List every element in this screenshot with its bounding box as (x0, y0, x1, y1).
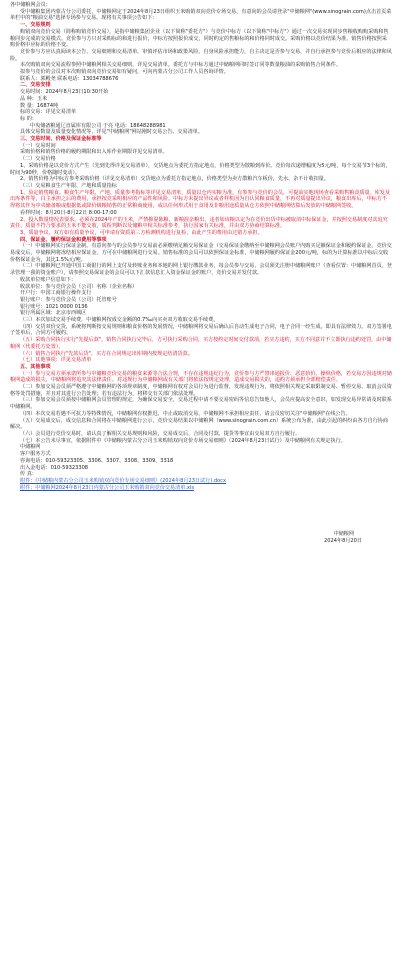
section-4-title: 四、保证金、履约保证金和费用等事项 (20, 236, 107, 243)
other-item-1: （一）参与交易方须承诺所参与中储粮竞价交易的粮食来源等合法合规，不存在违规违纪行为，竞价参与方严禁串通报价、恶意抬价、操纵价格，若交易方因违规对储粮网造成的损失，中储粮网将追究其法律责任。对违规行为中储粮网或有关部门将依法按规定处理，造成交易损失的，违约方须承担全部赔偿责任。 (10, 370, 392, 384)
sub-trade-time: （一）交易时间 (20, 142, 56, 149)
contact-fund-phone: 出入金电话：010-59323308 (20, 464, 89, 471)
other-item-7: （七）本公告未尽事宜，依据附件中《中储粮内蒙古分公司玉米购销双向竞价专场交易细则》（2024年8月23日试行）及中储粮网有关规定执行。 (20, 437, 346, 444)
rules-paragraph-1: 购销双向竞价交易（简称购销竞价交易），是指中储粮集团企业（以下简称"委托方"）与竞价中标方（以下简称"中标方"）通过一次交易实现同步售粮收购购采购和售粮同步完成的交易模式。竞价参与方只对采购标的和进行报价，中标方按照报价成交，同时约定的售粮标的和价格同时成交。采购价格以竞价结果为准，销售价格按照采购价格中应标的价格不变。 (10, 28, 389, 49)
deposit-item-6: （六）销售合同执行"先款后货"。买方在合同规定出库期内按规定结清货款。 (20, 350, 193, 357)
other-item-3: （三）参加交易会员须按中储粮网会员管理的规定，为确保交易安全，交易过程中请不要交易密码等信息告知他人，会员应提高安全意识，如发现交易异常请及时联系中储粮网。 (10, 397, 392, 411)
rules-contact: 联系人：郭殿尧 联系电话：13034788676 (20, 75, 119, 82)
trade-lots: 标的交易：详见交易清单 (20, 109, 77, 116)
deposit-item-7: （七）其他事项：详见交易清单 (20, 357, 92, 364)
quality-item-3: 3、质量争议，双方如有质量争议，可申请有资质第三方检测机构进行复检，由此产生的费用由过错方承担。 (20, 229, 263, 236)
sub-quality: （三）交易粮食生产年限、产地和质量指标 (20, 182, 117, 189)
rules-paragraph-4: 拟参与竞价的会员对本次购销双向竞价交易如有疑问，可向内蒙古分公司工作人员咨询详情。 (20, 69, 229, 76)
section-5-title: 五、其他事项 (20, 363, 51, 370)
trade-basis: 具体交易数量及质量变化情况等，详见"中储粮网"网站刚时交易公告、交易清单。 (20, 129, 203, 136)
trade-seller-label: 标 的： (20, 115, 37, 122)
contact-org: 中储粮网 (20, 444, 41, 451)
signature-date: 2024年8月20日 (324, 538, 362, 545)
trade-time: 交易时间：2024年8月23日10:30开始 (20, 89, 109, 96)
section-2-title: 二、交易安排 (20, 82, 51, 89)
bank-account-holder: 银行账户：参与竞价会员（公司）托管账号 (20, 296, 117, 303)
rules-paragraph-3: 本次购销双向交易流程参照中储粮网相关交易细则，详见交易清单。委托方与中标方通过中储粮网同时签订同等数量粮油的采购销售合同条件。 (20, 62, 341, 69)
other-item-4: （四）本次交易若遇不可抗力等特殊情况，中储粮网有权推迟、中止或取消交易，中储粮网不承担相应责任，请会员密切关注"中储粮网"在线公告。 (20, 410, 351, 417)
bank-account-name: 收款单位：参与竞价会员（公司）名称（企业名称） (20, 283, 138, 290)
section-1-title: 一、交易规则 (20, 22, 51, 29)
contact-fax: 传 真： (20, 471, 37, 478)
sub-trade-time-text: 采购价格和销售价格的履约期限和出入库作业期限详见交易清单。 (20, 149, 168, 156)
deposit-item-1: （一）中储粮网实行保证金制。有意向参与的会员参与交易前必须缴纳足额交易保证金（交易保证金缴纳至中储粮网会员账户内购买足额保证金和履约保证金。竞价交易成交后，中储粮网将冻结相应保证金。方可在中储粮网进行交易。销售标准的会员可以依照保证金标准，中储粮网履约保证金200元/吨，标的为计算标准以中标后交收价格保证金为，其比1.5%元/吨。 (10, 243, 392, 263)
bank-account-number: 银行账号：1021 0000 0136 (20, 303, 88, 310)
rules-paragraph-2: 竞价参与方应认真阅读本公告、交易细则和交易清单，审慎评估市场和政策风险，自身风险承担能力，自主决定是否参与交易，并自行承担参与竞价后相应的法律和风险。 (10, 48, 392, 62)
other-item-6: （六）会员进行竞价交易时，请认真了解相关交易规则和风险，交易成交后，合同及付款、提货等事宜由交易双方自行履行。 (20, 431, 301, 437)
quality-item-1: 1、验定销售粮食。粮食生产年限、产地、质量参考指标等详见交易清单，质量以仓内实粮为准。有参参与竞价的会员，可提前实地现场查看采购售粮食质量。库发及出库条件等，白主承担之后的费用，承担按竞采明相应的产品性和风险。中标方未提出异议或者样机因为自认同粮食质量，不再对质量提出异议，粮食出库后，中标方不得将其作为中央储备粮或根据低或降价级粮销售的正常粮商使用，或以任何形式用于食用及非粮用途质量从仓方依照中储粮网结算后发放的中储粮网签收。 (10, 189, 390, 210)
inspection-time: 看样时间：8月20日-8月22日 8:00-17:00 (20, 209, 117, 216)
attachment-link-rules[interactable]: 附件：《中储粮内蒙古分公司玉米购销双向竞价专场交易细则》(2024年8月23日试行).docx (20, 477, 226, 484)
intro-paragraph: 受中储粮集团内蒙古分公司委托，中储粮网定于2024年8月23日组织玉米购销双向竞价专场交易，有意向的会员请登录"中储粮网"(www.sinograin.com)点击首页菜单栏中的"粮油交易"选择专场参与交易。现将有关事项公告如下： (10, 8, 392, 22)
price-item-1: 1、采购价格是以竞价方式产生（先到先得详见交易清单），交货地点为委托方指定地点，价格类型为散粮到库价。竞价每次递增幅度为5元/吨，每个交易节3个标的，时间为90秒，价格随时变动）。 (10, 162, 391, 176)
bank-region: 银行所属区域：北京市西城区 (20, 310, 87, 317)
trade-variety: 品 种：玉米 (20, 95, 48, 102)
sub-trade-price: （二）交易价格 (20, 156, 56, 163)
greeting: 各中储粮网会员： (10, 2, 51, 8)
contact-title: 客户服务方式 (20, 451, 51, 458)
trade-quantity: 数 量：16874吨 (20, 102, 59, 109)
deposit-item-3: （三）本次加试交易手续费，中储粮网按成交金额的0.7‰向买卖双方收取交易手续费。 (20, 317, 219, 324)
deposit-item-5: （五）采购合同执行实行"先提后款"。销售合同执行完毕后，方可执行采购合同，买方按约定时间交付款项，若买方违约，买方不同意并不立即执行违约处罚，由中储粮网（代委托方处置）。 (10, 337, 392, 350)
contact-phone: 咨询电话：010-59323305、3306、3307、3308、3309、3318 (20, 457, 174, 464)
deposit-item-2: （二）中储粮网已开通中国工商银行的网上支付及转账业务和本地的网上银行缴款业务，每会员参与交易，会员须先注册中储粮网账户（查看位置：中储粮网首页，登录管理一我的资金账户），请参照交易保证金的会员可以下汇款信息汇入资金保证金的账户，竞价交易并发付款。 (10, 263, 392, 277)
price-item-2: 2、销售价格为中标方参考采购价格（详见交易清单）交货地点为委托方指定地点，价格类型为卖方散粮汽车板价，先水、杂不计收扣量。 (20, 176, 329, 183)
trade-seller: 中央储备粮通辽直属库有限公司 于亮 电话：18648288981 (30, 122, 166, 129)
deposit-item-4: （四）交货双价交货，系统将判断按交易规则和粮食价格的发展情况，中储粮网将交易后确认后自动生成电子合同，电子合同一经生成，即具有法律效力。双方签署电子签单后，合同方可履约。 (10, 323, 392, 337)
other-item-2: （二）参加交易会员须严格遵守中储粮网的各项规章制度，中储粮网有权对会员行为进行监督，发现违规行为，将依照相关规定采取限制交易、暂停交易、取消会员资格等处罚措施，并且对其进行公告处理；若有违法行为，将移交有关部门依法处理。 (10, 384, 392, 397)
quality-item-2: 2、投入数量情况表要求。必须在2024年产的玉米，严禁掺混陈粮、新粮混杂粮出，违者如该粮以定为在竞价出货中标被取消中标保证金，并按照交易制度对其追究责任，质量不符合要求的玉米不能交收，质检判断以及储粮中相关标准参考，执行国家有关标准，并由双方协商结算标准。 (10, 216, 388, 230)
attachment-link-list[interactable]: 附件：中储粮网2024年8月23日内蒙古分公司玉米购销双向竞价交易清单.xls (20, 484, 195, 491)
bank-info-title: 收款单位账户信息如下： (20, 276, 77, 283)
other-item-5: （五）交易成交后，成交信息和合同将在中储粮网进行公示，竞价交易结果以中储粮网（www.sinograin.com.cn）系统公布为准，由此引起的纠纷由各方自行协商解决。 (10, 417, 389, 431)
bank-name: 开户行：中国工商银行操作支行 (20, 290, 92, 297)
section-3-title: 三、交易时间、价格及保证金标准等 (20, 136, 102, 143)
signature-org: 中储粮网 (333, 531, 354, 538)
